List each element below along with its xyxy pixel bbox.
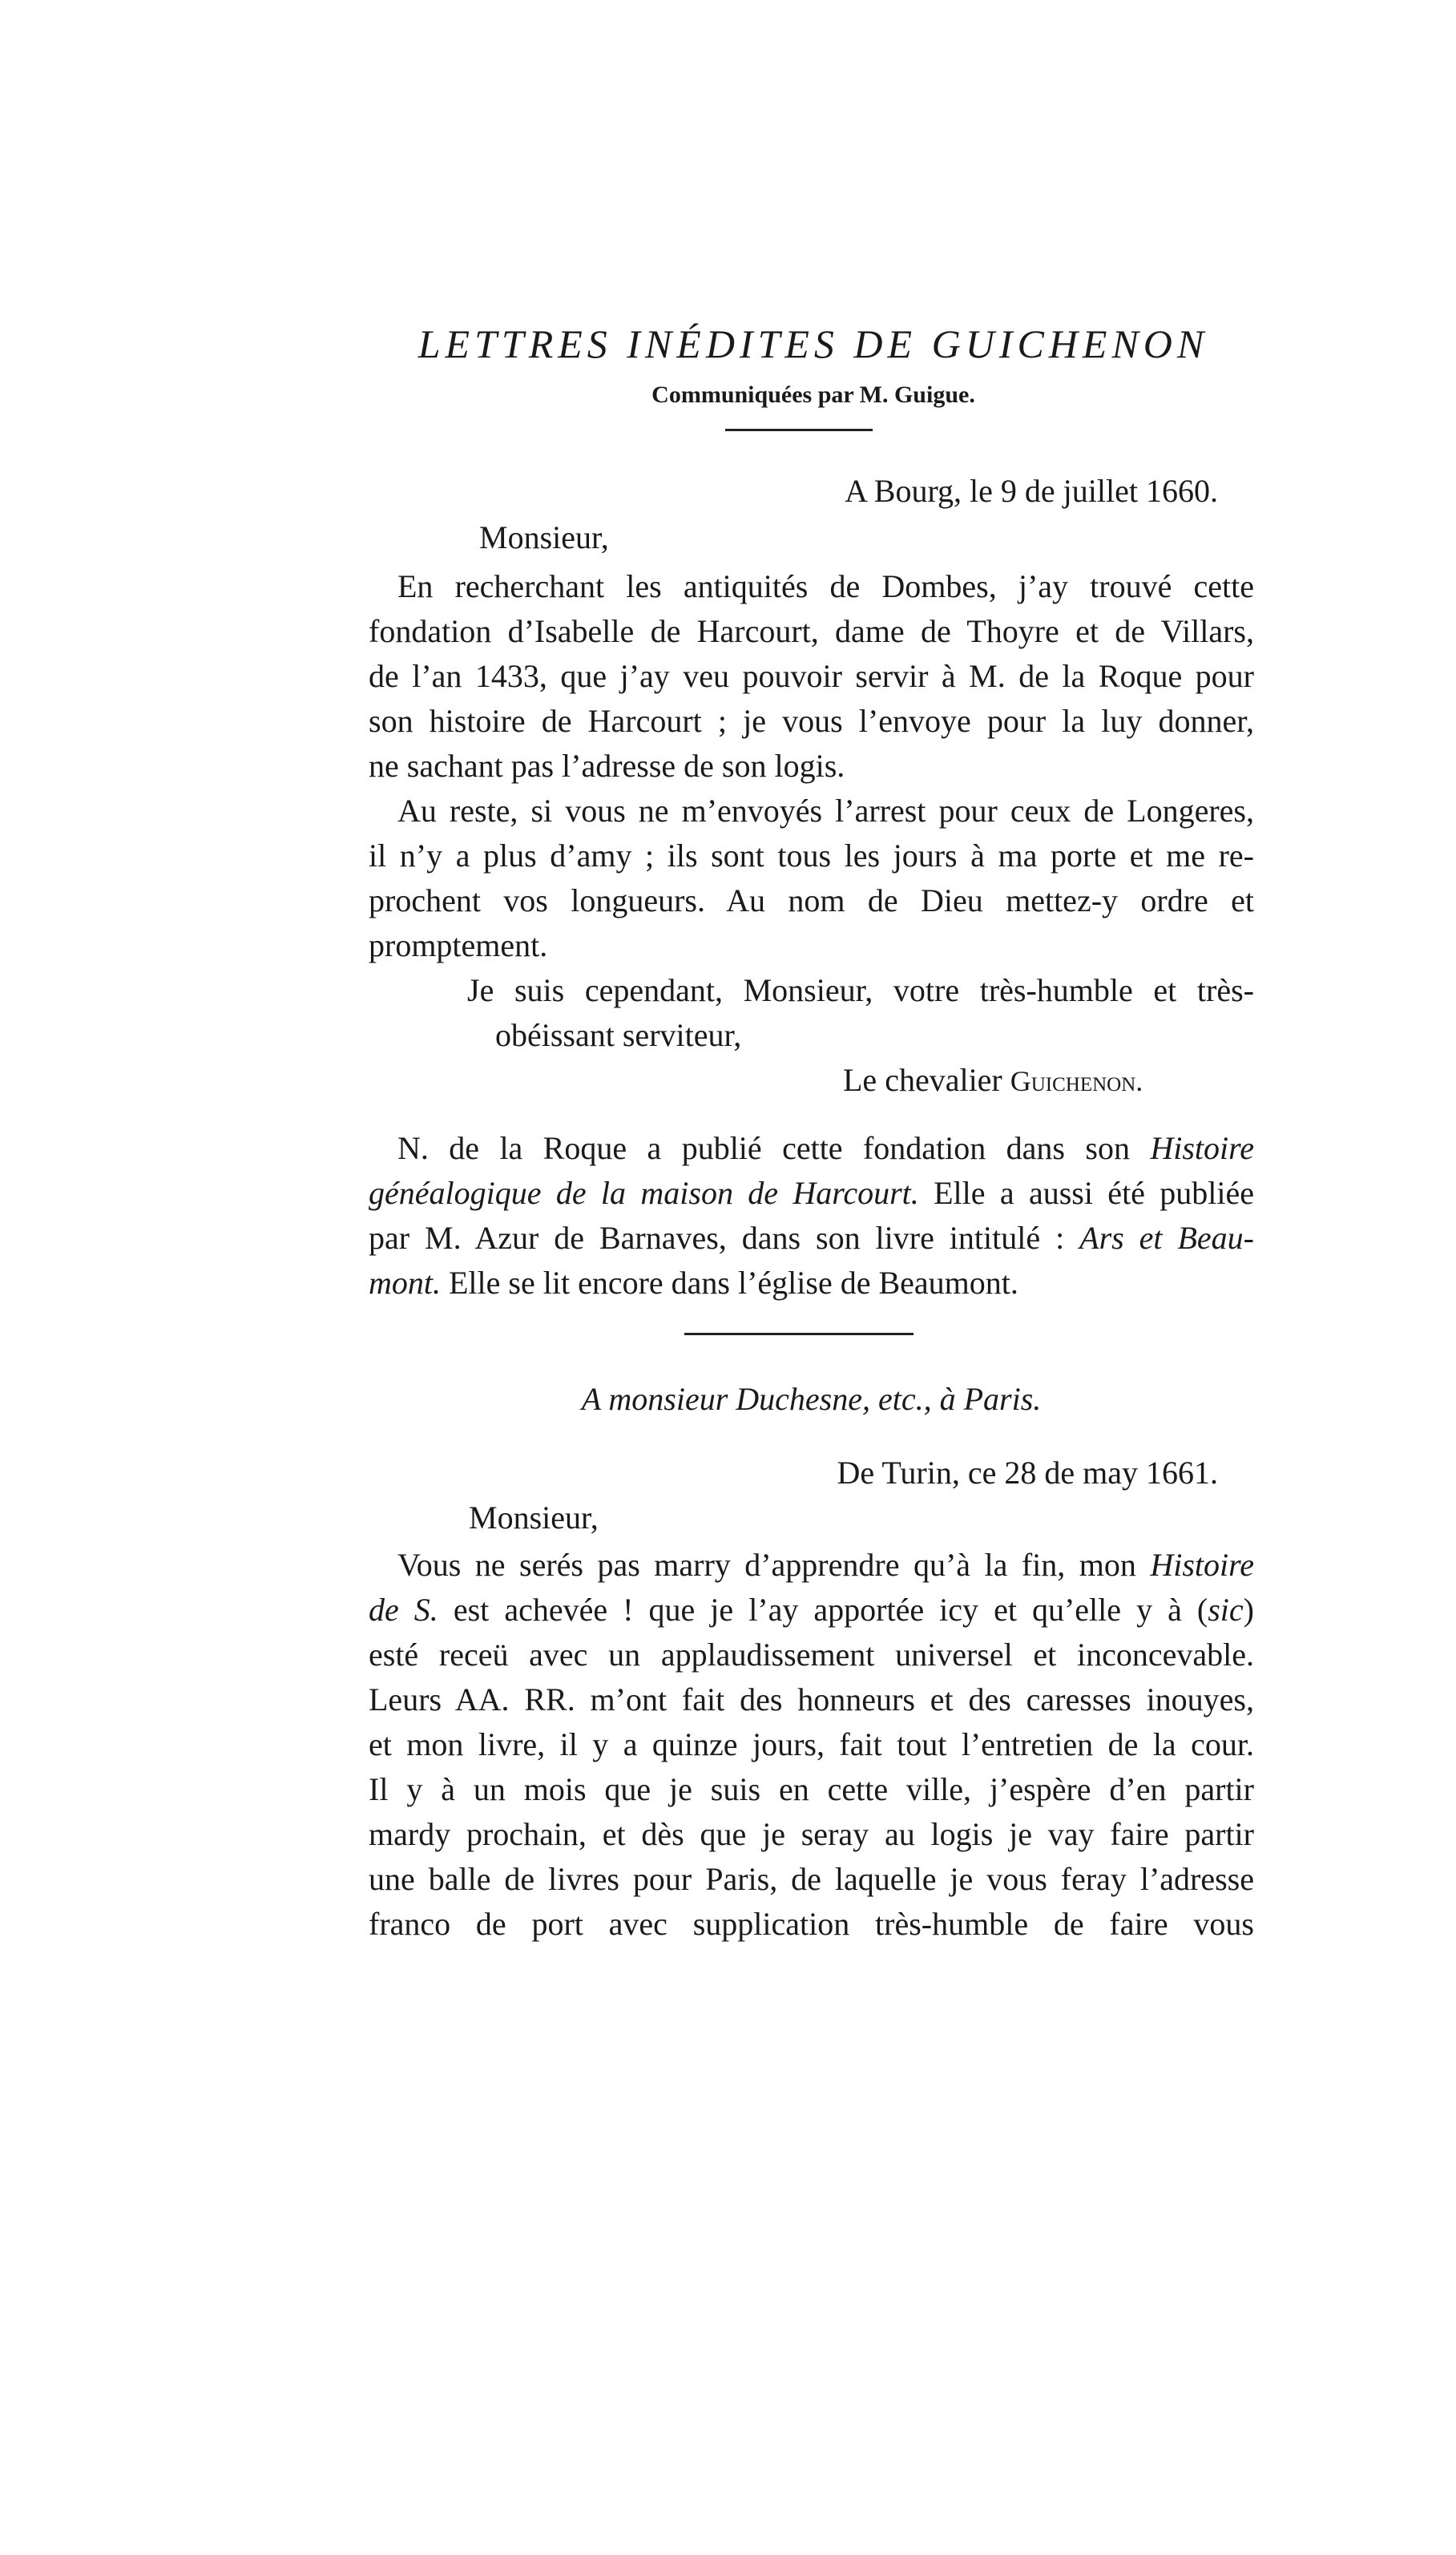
letter1-closing — [467, 968, 1254, 1013]
text-line: de l’an 1433, que j’ay veu pouvoir servir à M. de la Roque pour — [369, 658, 1254, 694]
signature-prefix: Le chevalier — [843, 1062, 1002, 1098]
text-line: ne sachant pas l’adresse de son logis. — [369, 748, 845, 784]
title-divider — [725, 429, 873, 431]
letter-italic: sic — [1208, 1592, 1244, 1628]
text-line: promptement. — [369, 927, 548, 963]
letter1-dateline: A Bourg, le 9 de juillet 1660. — [845, 473, 1218, 509]
note-italic: généalogique de la maison de Harcourt. — [369, 1175, 919, 1211]
section-divider — [684, 1333, 914, 1335]
editor-note — [369, 1126, 1254, 1306]
text-line: Leurs AA. RR. m’ont fait des honneurs et des caresses inouyes, — [369, 1681, 1254, 1717]
note-italic: mont. — [369, 1265, 441, 1301]
text-line — [369, 1543, 1254, 1588]
note-line — [369, 1261, 1254, 1306]
letter-text: ) — [1243, 1592, 1254, 1628]
closing-line: Je suis cependant, Monsieur, votre très-humble et très- — [467, 972, 1254, 1008]
text-line: et mon livre, il y a quinze jours, fait tout l’entretien de la cour. — [369, 1726, 1254, 1762]
letter2-addressee: A monsieur Duchesne, etc., à Paris. — [581, 1381, 1042, 1417]
page-title: LETTRES INÉDITES DE GUICHENON — [417, 321, 1209, 366]
note-line — [369, 1171, 1254, 1216]
text-line: Au reste, si vous ne m’envoyés l’arrest pour ceux de Longeres, — [397, 793, 1254, 829]
text-line: il n’y a plus d’amy ; ils sont tous les jours à ma porte et me re- — [369, 838, 1254, 874]
note-line — [369, 1216, 1254, 1261]
text-line: franco de port avec supplication très-humble de faire vous — [369, 1906, 1254, 1942]
signature-name: Guichenon. — [1010, 1065, 1143, 1097]
letter-text: est achevée ! que je l’ay apportée icy et qu’elle y à ( — [453, 1592, 1208, 1628]
text-line: En recherchant les antiquités de Dombes, j’ay trouvé cette — [397, 568, 1254, 604]
letter2-salutation: Monsieur, — [469, 1499, 599, 1536]
note-text: N. de la Roque a publié cette fondation dans son — [397, 1130, 1130, 1166]
text-line: Il y à un mois que je suis en cette ville, j’espère d’en partir — [369, 1771, 1254, 1807]
note-italic: Histoire — [1150, 1130, 1254, 1166]
letter-text: Vous ne serés pas marry d’apprendre qu’à la fin, mon — [397, 1547, 1136, 1583]
letter2-dateline: De Turin, ce 28 de may 1661. — [837, 1455, 1218, 1491]
text-line — [369, 1588, 1254, 1633]
text-line: mardy prochain, et dès que je seray au logis je vay faire partir — [369, 1816, 1254, 1852]
text-line: esté receü avec un applaudissement universel et inconcevable. — [369, 1637, 1254, 1673]
text-line: une balle de livres pour Paris, de laquelle je vous feray l’adresse — [369, 1861, 1254, 1897]
letter2-paragraph — [369, 1543, 1254, 1947]
note-text: par M. Azur de Barnaves, dans son livre intitulé : — [369, 1220, 1065, 1256]
note-text: Elle a aussi été publiée — [934, 1175, 1255, 1211]
text-line: prochent vos longueurs. Au nom de Dieu mettez-y ordre et — [369, 882, 1254, 918]
text-line: fondation d’Isabelle de Harcourt, dame de Thoyre et de Villars, — [369, 613, 1254, 649]
letter1-signature — [843, 1058, 1143, 1104]
closing-line-2: obéissant serviteur, — [495, 1017, 742, 1053]
page-subtitle: Communiquées par M. Guigue. — [651, 381, 975, 408]
note-italic: Ars et Beau- — [1079, 1220, 1254, 1256]
letter1-paragraph-2 — [369, 789, 1254, 968]
text-line: son histoire de Harcourt ; je vous l’envoye pour la luy donner, — [369, 703, 1254, 739]
note-line — [369, 1126, 1254, 1171]
letter-italic: de S. — [369, 1592, 438, 1628]
letter1-paragraph-1 — [369, 564, 1254, 789]
letter-italic: Histoire — [1150, 1547, 1254, 1583]
note-text: Elle se lit encore dans l’église de Beaumont. — [449, 1265, 1018, 1301]
letter1-salutation: Monsieur, — [479, 519, 609, 555]
